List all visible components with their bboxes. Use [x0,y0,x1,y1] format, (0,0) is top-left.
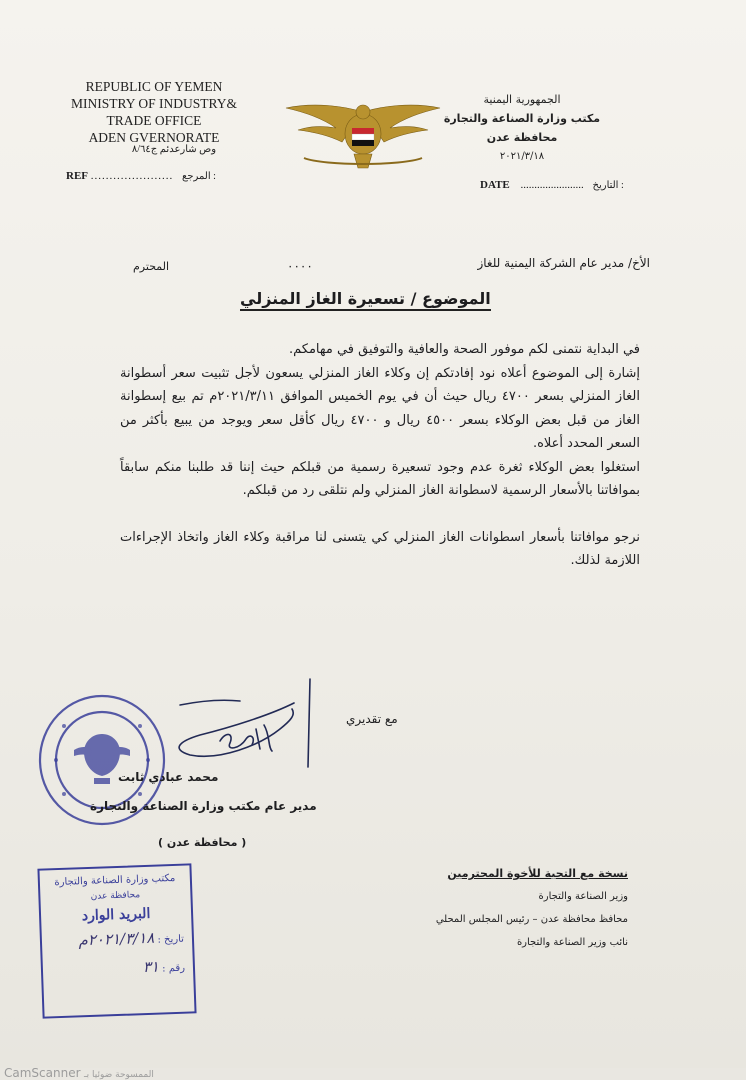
cc-item: نائب وزير الصناعة والتجارة [516,937,628,948]
header-english [54,78,254,156]
header-en-line1: REPUBLIC OF YEMEN [85,79,223,94]
header-ar-line3: محافظة عدن [486,131,558,144]
handwritten-signature-icon [160,675,320,775]
date-label-ar: التاريخ : [592,180,624,191]
header-ar-line1: الجمهورية اليمنية [483,93,561,106]
date-line [480,179,624,191]
signer-name: محمد عبادي ثابت [118,770,219,784]
inbox-stamp-title: البريد الوارد [81,905,151,925]
header-en-line2: MINISTRY OF INDUSTRY& [70,96,238,111]
signer-governorate: ( محافظة عدن ) [158,836,247,849]
date-label: DATE [480,179,510,191]
ref-handwritten: وص شارعدئم ج٨/٦٤ [131,144,217,155]
yemen-eagle-emblem-icon [284,98,442,172]
header-en-line3: TRADE OFFICE [106,113,202,128]
scanner-label-ar: الممسوحة ضوئيا بـ [84,1070,154,1080]
closing-regards: مع تقديري [346,712,398,726]
signer-title: مدير عام مكتب وزارة الصناعة والتجارة [90,799,317,813]
inbox-stamp-number-value: ٣١ [142,957,160,977]
date-dots: ....................... [520,179,584,191]
paragraph-request: نرجو موافاتنا بأسعار اسطوانات الغاز المنزلي كي يتسنى لنا مراقبة وكلاء الغاز واتخاذ الإجراءات اللازمة لذلك. [120,529,640,568]
cc-item: وزير الصناعة والتجارة [538,891,628,902]
header-en-line4: ADEN GVERNORATE [88,130,220,145]
scanner-brand: CamScanner [4,1066,81,1080]
paragraph-exploitation: استغلوا بعض الوكلاء ثغرة عدم وجود تسعيرة رسمية من قبلكم حيث إننا قد طلبنا منكم سابقاً بموافاتنا بالأسعار الرسمية لاسطوانة الغاز المنزلي ولم نتلقى رد من قبلكم. [120,459,640,498]
inbox-stamp-date-label: تاريخ : [157,933,185,946]
salutation: الأخ/ مدير عام الشركة اليمنية للغاز [477,256,650,270]
cc-item: محافظ محافظة عدن – رئيس المجلس المحلي [435,914,628,925]
ref-dots: ...................... [90,170,174,182]
respected-label: المحترم [133,260,170,273]
paragraph-gap [120,503,640,526]
ref-label-ar: المرجع : [182,171,216,182]
copy-to-list [436,862,628,954]
inbox-stamp-office: مكتب وزارة الصناعة والتجارة [54,872,176,889]
inbox-stamp-governorate: محافظة عدن [90,890,141,902]
inbox-stamp-number-label: رقم : [161,962,186,975]
cc-heading: نسخة مع التحية للأخوة المحترمين [447,867,628,880]
header-arabic [422,90,622,166]
ref-label: REF [66,170,88,182]
paragraph-reference: إشارة إلى الموضوع أعلاه نود إفادتكم إن وكلاء الغاز المنزلي يسعون لأجل تثبيت سعر أسطوانة الغاز المنزلي بسعر ٤٧٠٠ ريال حيث أن في يوم الخميس الموافق ٢٠٢١/٣/١١م تم بيع إسطوانة الغاز من قبل بعض الوكلاء بسعر ٤٥٠٠ ريال و ٤٧٠٠ ريال كأقل سعر ويوجد من يبيع بأكثر من السعر المحدد أعلاه. [120,365,640,451]
inbox-stamp-number-row [43,952,194,986]
salutation-dots: ٠٠٠٠ [287,259,313,273]
date-handwritten: ٢٠٢١/٣/١٨ [499,151,545,162]
subject-line: الموضوع / تسعيرة الغاز المنزلي [240,289,491,311]
incoming-mail-stamp [37,863,196,1018]
scanner-watermark [4,1066,154,1080]
inbox-stamp-date-value: ٢٠٢١/٣/١٨م [78,928,155,950]
paragraph-greeting: في البداية نتمنى لكم موفور الصحة والعافية والتوفيق في مهامكم. [288,342,640,357]
ref-line [66,170,216,182]
header-ar-line2: مكتب وزارة الصناعة والتجارة [443,112,601,125]
letter-body [120,338,640,573]
